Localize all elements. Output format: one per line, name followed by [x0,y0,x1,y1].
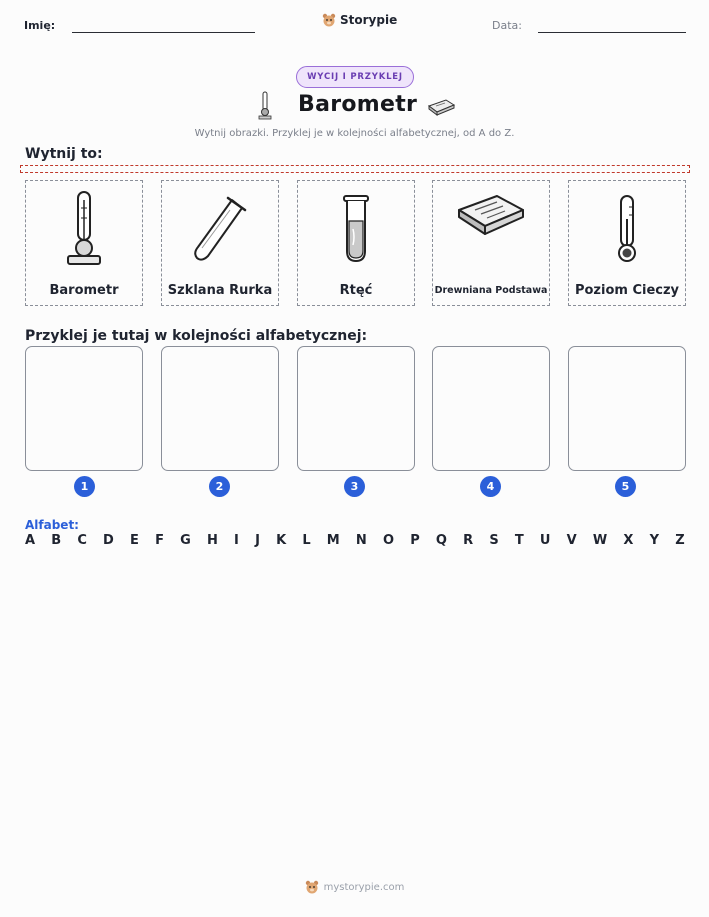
cut-card-rtec[interactable] [297,180,415,306]
paste-box-1[interactable] [25,346,143,471]
alphabet-letter: B [51,533,62,548]
alphabet-letter: R [463,533,474,548]
cut-card-barometr[interactable] [25,180,143,306]
slot-number-3: 3 [344,476,365,497]
alphabet-letter: Z [675,533,685,548]
barometer-icon [257,90,273,120]
alphabet-row [25,533,685,548]
paste-box-2[interactable] [161,346,279,471]
alphabet-letter: Q [435,533,447,548]
liquid-level-thermometer-icon [610,193,644,265]
alphabet-letter: V [566,533,577,548]
slot-number-1: 1 [74,476,95,497]
cut-card-label: Barometr [49,283,119,298]
cut-card-label: Drewniana Podstawa [434,285,548,296]
alphabet-letter: I [234,533,239,548]
alphabet-letter: U [539,533,551,548]
date-label: Data: [492,19,522,32]
name-input-line[interactable] [72,32,255,33]
cut-card-label: Szklana Rurka [167,283,273,298]
alphabet-letter: L [302,533,311,548]
cut-card-szklana-rurka[interactable] [161,180,279,306]
brand [322,13,397,27]
footer-url: mystorypie.com [323,881,405,893]
alphabet-letter: F [155,533,164,548]
wooden-base-icon [453,192,529,238]
barometer-icon [64,190,104,268]
alphabet-label: Alfabet: [25,518,79,532]
alphabet-letter: K [276,533,287,548]
cut-card-poziom-cieczy[interactable] [568,180,686,306]
cut-heading: Wytnij to: [25,146,103,162]
bear-logo-icon [305,880,319,894]
cut-line [20,165,690,173]
alphabet-letter: P [410,533,420,548]
alphabet-letter: H [206,533,218,548]
date-input-line[interactable] [538,32,686,33]
activity-badge: WYCIJ I PRZYKLEJ [296,66,414,88]
alphabet-letter: D [103,533,114,548]
alphabet-letter: E [130,533,139,548]
alphabet-letter: T [514,533,524,548]
alphabet-letter: O [382,533,395,548]
alphabet-letter: C [77,533,87,548]
glass-tube-icon [190,194,250,264]
alphabet-letter: G [180,533,191,548]
cut-card-label: Rtęć [339,283,373,298]
alphabet-letter: X [623,533,634,548]
wooden-base-icon [426,97,456,117]
cut-card-drewniana-podstawa[interactable] [432,180,550,306]
brand-name: Storypie [340,13,398,27]
bear-logo-icon [322,13,336,27]
cut-card-label: Poziom Cieczy [574,283,680,298]
slot-number-2: 2 [209,476,230,497]
paste-box-5[interactable] [568,346,686,471]
alphabet-letter: J [255,533,260,548]
alphabet-letter: M [326,533,340,548]
slot-number-4: 4 [480,476,501,497]
alphabet-letter: N [355,533,367,548]
alphabet-letter: W [592,533,608,548]
alphabet-letter: S [489,533,499,548]
paste-box-4[interactable] [432,346,550,471]
alphabet-letter: Y [649,533,660,548]
instructions: Wytnij obrazki. Przyklej je w kolejności alfabetycznej, od A do Z. [194,128,515,139]
page-title: Barometr [298,92,418,117]
mercury-test-tube-icon [338,193,374,265]
alphabet-letter: A [25,533,36,548]
paste-heading: Przyklej je tutaj w kolejności alfabetycznej: [25,328,368,344]
slot-number-5: 5 [615,476,636,497]
paste-box-3[interactable] [297,346,415,471]
footer [0,880,709,894]
name-label: Imię: [24,19,56,32]
